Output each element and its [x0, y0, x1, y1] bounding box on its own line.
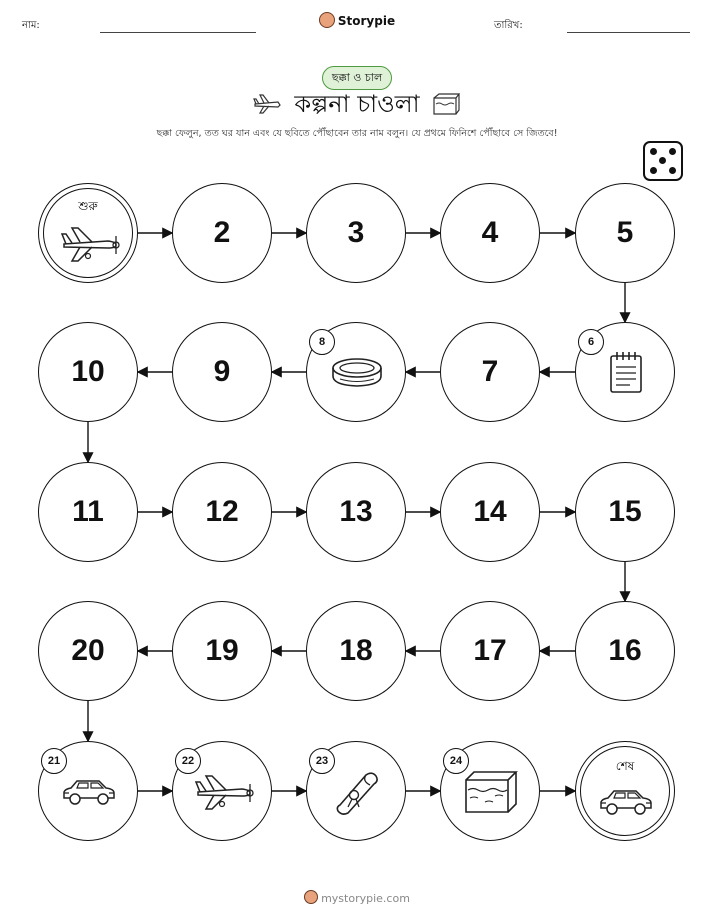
cell-number-tag: 24 — [443, 748, 469, 774]
board-cell-6[interactable] — [575, 322, 675, 422]
brand-name: Storypie — [337, 14, 396, 28]
date-label: তারিখ: — [494, 20, 523, 31]
cell-number: 7 — [481, 355, 499, 388]
board-cell-14[interactable] — [440, 462, 540, 562]
cell-number-tag: 22 — [175, 748, 201, 774]
name-label: নাম: — [22, 20, 40, 31]
board-cell-17[interactable] — [440, 601, 540, 701]
cell-number: 15 — [608, 495, 642, 528]
cell-number: 5 — [616, 216, 634, 249]
cell-number: 18 — [339, 634, 373, 667]
end-label: শেষ — [615, 759, 635, 773]
car-icon — [598, 786, 654, 822]
cell-number: 13 — [339, 495, 373, 528]
ring-icon — [328, 354, 386, 396]
cell-number-tag: 21 — [41, 748, 67, 774]
board-cell-19[interactable] — [172, 601, 272, 701]
cell-number: 2 — [213, 216, 231, 249]
airplane-icon — [192, 772, 254, 816]
cell-number: 3 — [347, 216, 365, 249]
game-type-badge: ছক্কা ও চাল — [322, 66, 392, 90]
board-cell-22[interactable] — [172, 741, 272, 841]
storypie-logo-icon — [304, 890, 318, 904]
cell-number: 11 — [72, 495, 104, 528]
board-cell-7[interactable] — [440, 322, 540, 422]
board-cell-5[interactable] — [575, 183, 675, 283]
cell-number: 4 — [481, 216, 499, 249]
page-title: কল্পনা চাওলা — [294, 90, 420, 118]
cell-number: 14 — [473, 495, 507, 528]
cell-number: 10 — [71, 355, 105, 388]
diploma-scroll-icon — [332, 769, 382, 819]
board-cell-16[interactable] — [575, 601, 675, 701]
cell-number: 9 — [213, 355, 231, 388]
notepad-icon — [606, 350, 646, 400]
board-cell-11[interactable] — [38, 462, 138, 562]
board-cell-8[interactable] — [306, 322, 406, 422]
board-cell-4[interactable] — [440, 183, 540, 283]
board-cell-9[interactable] — [172, 322, 272, 422]
board-cell-3[interactable] — [306, 183, 406, 283]
cell-number: 12 — [205, 495, 239, 528]
airplane-icon — [58, 224, 120, 268]
cell-number: 20 — [71, 634, 105, 667]
cell-number-tag: 6 — [578, 329, 604, 355]
board-cell-24[interactable] — [440, 741, 540, 841]
cell-number: 19 — [205, 634, 239, 667]
board-cell-23[interactable] — [306, 741, 406, 841]
board-cell-15[interactable] — [575, 462, 675, 562]
board-cell-12[interactable] — [172, 462, 272, 562]
car-icon — [61, 776, 117, 812]
cell-number: 16 — [608, 634, 642, 667]
board-cell-1[interactable] — [38, 183, 138, 283]
board-cell-20[interactable] — [38, 601, 138, 701]
board-cell-21[interactable] — [38, 741, 138, 841]
board-cell-10[interactable] — [38, 322, 138, 422]
start-label: শুরু — [78, 199, 98, 213]
board-cell-18[interactable] — [306, 601, 406, 701]
cell-number-tag: 23 — [309, 748, 335, 774]
board-cell-2[interactable] — [172, 183, 272, 283]
board-cell-13[interactable] — [306, 462, 406, 562]
instructions: ছক্কা ফেলুন, তত ঘর যান এবং যে ছবিতে পৌঁছাবেন তার নাম বলুন। যে প্রথমে ফিনিশে পৌঁছাবে সে জিতবে! — [156, 128, 558, 139]
footer — [0, 890, 714, 905]
water-tank-icon — [461, 768, 521, 820]
cell-number-tag: 8 — [309, 329, 335, 355]
footer-url: mystorypie.com — [321, 892, 410, 905]
cell-number: 17 — [473, 634, 507, 667]
board-cell-25[interactable] — [575, 741, 675, 841]
